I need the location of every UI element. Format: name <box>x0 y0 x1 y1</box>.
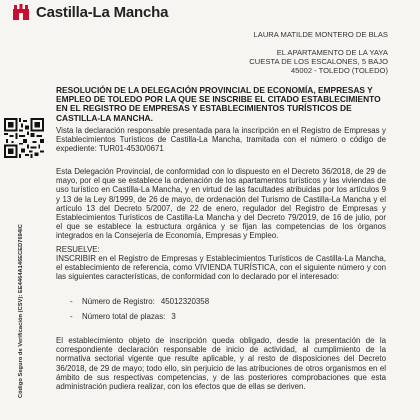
verification-code: Código Seguro de Verificación (CSV): EE4464A146ECED7694IC <box>18 224 24 398</box>
org-name: Castilla-La Mancha <box>36 3 169 21</box>
paragraph-legal-basis: Esta Delegación Provincial, de conformidad con lo dispuesto en el Decreto 36/2018, de 29 de mayo, por el que se establece la ordenación de los apartamentos turísticos y las viviendas de uso turístico en Castilla-La Mancha, y en virtud de las facultades atribuidas por los artículos 9 y 13 de la Ley 8/1999, de 26 de mayo, de ordenación del Turismo de Castilla-La Mancha y el artículo 13 del Decreto 5/2007, de 22 de enero, regulador del Registro de Empresas y Establecimientos Turísticos de Castilla-La Mancha y del Decreto 79/2019, de 16 de julio, por el que se establece la estructura orgánica y se fijan las competencias de los órganos integrados en la Consejería de Economía, Empresas y Empleo. <box>56 167 386 241</box>
recipient-name: LAURA MATILDE MONTERO DE BLAS <box>253 30 388 39</box>
qr-code-icon[interactable] <box>4 118 44 158</box>
recipient-line2: CUESTA DE LOS ESCALONES, 5 BAJO <box>249 57 388 66</box>
places-label: Número total de plazas: <box>82 312 166 321</box>
places-value: 3 <box>171 312 176 321</box>
document-title: RESOLUCIÓN DE LA DELEGACIÓN PROVINCIAL DE ECONOMÍA, EMPRESAS Y EMPLEO DE TOLEDO POR LA QUE SE INSCRIBE EL CITADO ESTABLECIMIENTO EN EL REGISTRO DE EMPRESAS Y ESTABLECIMIENTOS TURÍSTICOS DE CASTILLA-LA MANCHA. <box>56 85 381 123</box>
bullet-dash: - <box>70 312 73 321</box>
registration-value: 45012320358 <box>160 297 210 306</box>
paragraph-resolution: INSCRIBIR en el Registro de Empresas y Establecimientos Turísticos de Castilla-La Mancha, el establecimiento de referencia, como VIVIENDA TURÍSTICA, con el siguiente número y con las siguientes características, de conformidad con lo declarado por el interesado: <box>56 254 386 282</box>
paragraph-obligations: El establecimiento objeto de inscripción queda obligado, desde la presentación de la correspondiente declaración responsable de inicio de actividad, al cumplimiento de la normativa sectorial vigente que resulte aplicable, y al resto de disposiciones del Decreto 36/2018, de 29 de mayo; todo ello, sin perjuicio de las atribuciones de otros organismos en el ámbito de sus respectivas competencias, y de las posteriores comprobaciones que esta administración pudiera realizar, con los efectos que de ellas se deriven. <box>56 336 386 392</box>
recipient-line3: 45002 - TOLEDO (TOLEDO) <box>290 66 388 75</box>
resuelve-heading: RESUELVE: <box>56 245 100 254</box>
recipient-address <box>249 30 388 75</box>
recipient-line1: EL APARTAMENTO DE LA YAYA <box>276 48 388 57</box>
registration-number-item <box>70 297 209 306</box>
paragraph-intro: Vista la declaración responsable presentada para la inscripción en el Registro de Empresas y Establecimientos Turísticos de Castilla-La Mancha, tramitada con el número o código de expediente: TUR01-4530/0671 <box>56 126 386 154</box>
places-item <box>70 312 176 321</box>
castilla-la-mancha-logo-icon <box>12 3 30 21</box>
bullet-dash: - <box>70 297 73 306</box>
registration-label: Número de Registro: <box>82 297 155 306</box>
header-logo <box>12 3 168 21</box>
